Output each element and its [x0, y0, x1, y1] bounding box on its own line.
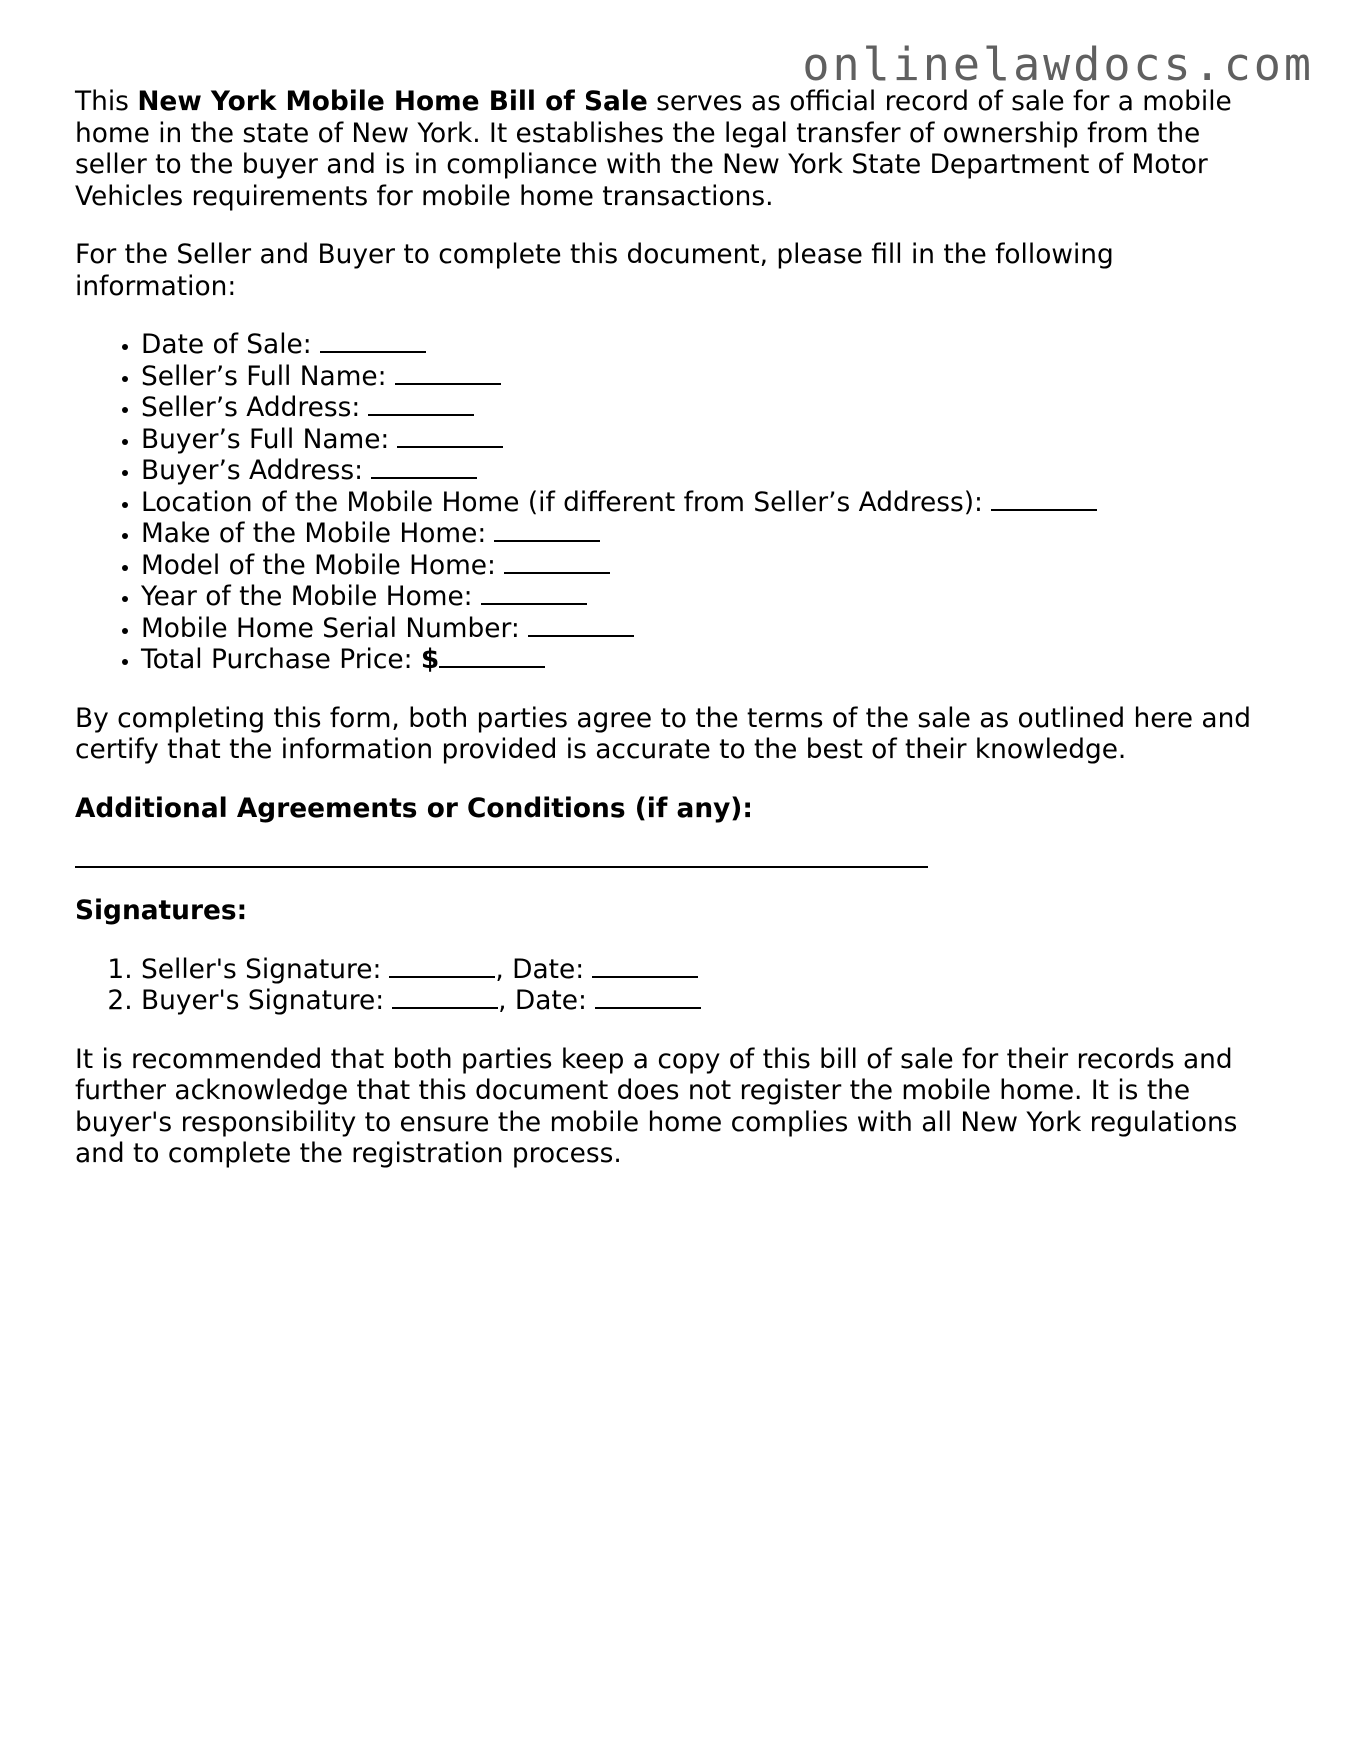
field-item-model — [141, 550, 1275, 582]
location-blank[interactable] — [991, 487, 1097, 511]
field-item-year — [141, 581, 1275, 613]
field-item-seller-full-name — [141, 361, 1275, 393]
make-blank[interactable] — [494, 518, 600, 542]
field-item-location — [141, 487, 1275, 519]
signature-label: Seller's Signature: — [141, 953, 382, 985]
date-label: Date: — [512, 953, 585, 985]
dollar-sign: $ — [420, 644, 440, 675]
signature-item-seller: 1. Seller's Signature: , Date: — [141, 954, 1275, 986]
seller-signature-blank[interactable] — [389, 954, 495, 978]
field-item-serial-number — [141, 613, 1275, 645]
signature-item-buyer: 2. Buyer's Signature: , Date: — [141, 985, 1275, 1017]
watermark-text: onlinelawdocs.com — [802, 38, 1314, 91]
date-label: Date: — [514, 985, 587, 1016]
seller-full-name-blank[interactable] — [395, 361, 501, 385]
field-label: Make of the Mobile Home: — [141, 518, 487, 549]
additional-agreements-heading: Additional Agreements or Conditions (if any): — [75, 792, 753, 824]
model-blank[interactable] — [504, 550, 610, 574]
signature-list — [75, 954, 1275, 1017]
intro-paragraph — [75, 86, 1275, 212]
buyer-date-blank[interactable] — [595, 985, 701, 1009]
field-item-seller-address — [141, 392, 1275, 424]
document-body — [75, 86, 1275, 1197]
intro-prefix: This — [75, 86, 138, 117]
field-label: Date of Sale: — [141, 329, 312, 360]
seller-date-blank[interactable] — [592, 954, 698, 978]
field-label: Buyer’s Address: — [141, 455, 364, 486]
field-item-total-price — [141, 644, 1275, 676]
field-label: Mobile Home Serial Number: — [141, 612, 520, 644]
year-blank[interactable] — [481, 581, 587, 605]
field-list — [75, 329, 1275, 676]
document-title: New York Mobile Home Bill of Sale — [137, 86, 648, 117]
field-label: Location of the Mobile Home (if different from Seller’s Address): — [141, 486, 983, 518]
closing-paragraph: It is recommended that both parties keep a copy of this bill of sale for their records and further acknowledge that this document does not register the mobile home. It is the buyer's responsibility to ensure the mobile home complies with all New York regulations and to complete the registration process. — [75, 1043, 1238, 1169]
field-label: Total Purchase Price: — [141, 644, 413, 675]
intro-suffix: serves as official record of sale for a mobile home in the state of New York. It establishes the legal transfer of ownership from the seller to the buyer and is in compliance with the New York State Department of Motor Vehicles requirements for mobile home transactions. — [75, 86, 1232, 212]
seller-address-blank[interactable] — [368, 392, 474, 416]
field-item-make — [141, 518, 1275, 550]
serial-number-blank[interactable] — [528, 613, 634, 637]
field-label: Year of the Mobile Home: — [141, 581, 473, 612]
buyer-signature-blank[interactable] — [392, 985, 498, 1009]
field-label: Seller’s Address: — [141, 392, 361, 423]
field-item-buyer-full-name — [141, 424, 1275, 456]
buyer-full-name-blank[interactable] — [397, 424, 503, 448]
field-item-buyer-address — [141, 455, 1275, 487]
instructions-paragraph: For the Seller and Buyer to complete this document, please fill in the following information: — [75, 239, 1114, 302]
signatures-heading: Signatures: — [75, 895, 248, 926]
field-item-date-of-sale — [141, 329, 1275, 361]
field-label: Seller’s Full Name: — [141, 360, 387, 392]
signature-label: Buyer's Signature: — [141, 985, 385, 1016]
field-label: Model of the Mobile Home: — [141, 549, 496, 581]
date-of-sale-blank[interactable] — [320, 329, 426, 353]
additional-agreements-line[interactable] — [75, 866, 928, 868]
agreement-paragraph: By completing this form, both parties agree to the terms of the sale as outlined here and certify that the information provided is accurate to the best of their knowledge. — [75, 702, 1252, 765]
total-price-blank[interactable] — [439, 644, 545, 668]
buyer-address-blank[interactable] — [371, 455, 477, 479]
field-label: Buyer’s Full Name: — [141, 423, 390, 455]
